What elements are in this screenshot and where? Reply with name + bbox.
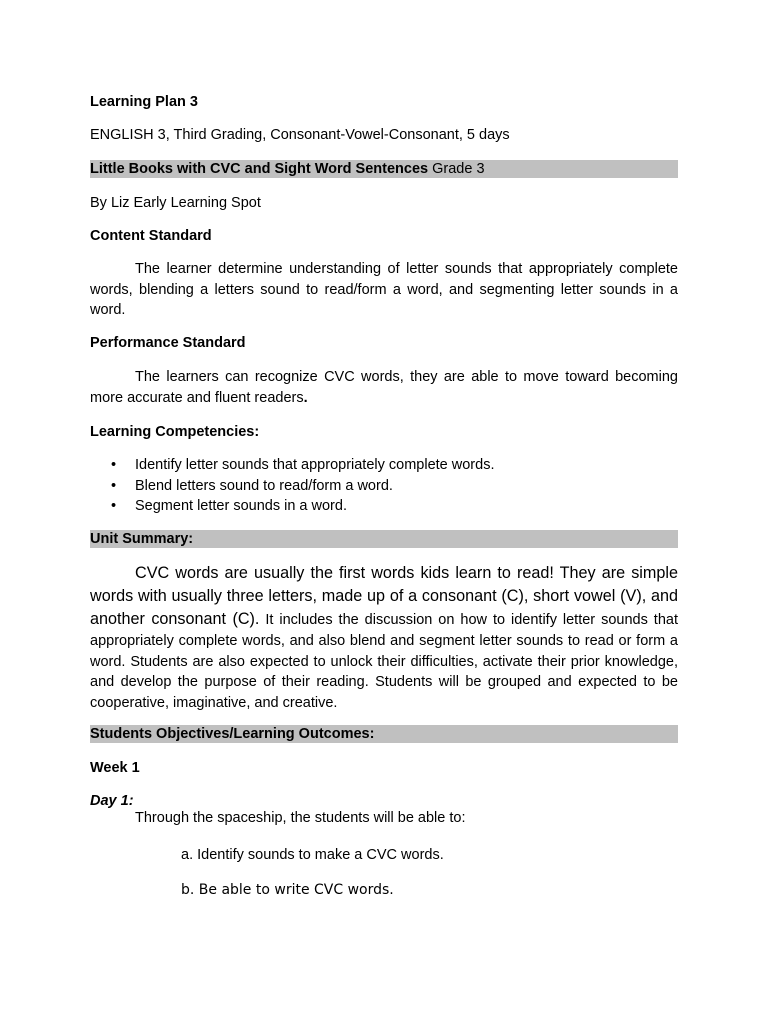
- performance-standard-text: The learners can recognize CVC words, they are able to move toward becoming more accurate and fluent readers: [90, 369, 678, 406]
- objectives-heading: Students Objectives/Learning Outcomes:: [90, 725, 678, 743]
- objective-a: a. Identify sounds to make a CVC words.: [181, 847, 444, 863]
- list-item: [90, 455, 678, 476]
- unit-summary-heading: Unit Summary:: [90, 530, 678, 548]
- unit-summary-rest: It includes the discussion on how to identify letter sounds that appropriately complete words, and also blend and segment letter sounds to read or form a word. Students are also expected to unlock their difficulties, activate their prior knowledge, and develop the purpose of their reading. Students will be grouped and expected to be cooperative, imaginative, and creative.: [90, 612, 678, 711]
- bullet-icon: •: [111, 498, 117, 514]
- list-item: [90, 496, 678, 517]
- objective-b: b. Be able to write CVC words.: [181, 882, 394, 898]
- unit-summary-paragraph: [90, 562, 678, 713]
- day-intro: Through the spaceship, the students will be able to:: [135, 810, 466, 826]
- book-title-row: [90, 160, 678, 178]
- book-grade: Grade 3: [428, 161, 485, 177]
- performance-standard-period: .: [303, 389, 308, 406]
- bullet-icon: •: [111, 457, 117, 473]
- content-standard-text: The learner determine understanding of letter sounds that appropriately complete words, blending a letters sound to read/form a word, and segmenting letter sounds in a word.: [90, 261, 678, 318]
- performance-standard-paragraph: [90, 367, 678, 408]
- unit-summary-lead: CVC words are usually the first words kids learn to read! They are simple words with usually three letters, made up of a consonant (C), short vowel (V), and another consonant (C).: [90, 564, 678, 628]
- competency-text: Segment letter sounds in a word.: [135, 498, 347, 514]
- week-heading: Week 1: [90, 760, 140, 776]
- bullet-icon: •: [111, 477, 117, 494]
- content-standard-heading: Content Standard: [90, 228, 212, 244]
- performance-standard-heading: Performance Standard: [90, 335, 246, 351]
- plan-title: Learning Plan 3: [90, 94, 198, 110]
- list-item: [90, 476, 678, 497]
- competencies-list: [90, 455, 678, 517]
- day-heading: Day 1:: [90, 793, 134, 809]
- book-title: Little Books with CVC and Sight Word Sentences: [90, 161, 429, 177]
- byline: By Liz Early Learning Spot: [90, 195, 261, 211]
- competency-text: Identify letter sounds that appropriately complete words.: [135, 457, 495, 473]
- competency-text: Blend letters sound to read/form a word.: [135, 477, 393, 494]
- competencies-heading: Learning Competencies:: [90, 424, 260, 440]
- plan-subtitle: ENGLISH 3, Third Grading, Consonant-Vowel-Consonant, 5 days: [90, 127, 510, 143]
